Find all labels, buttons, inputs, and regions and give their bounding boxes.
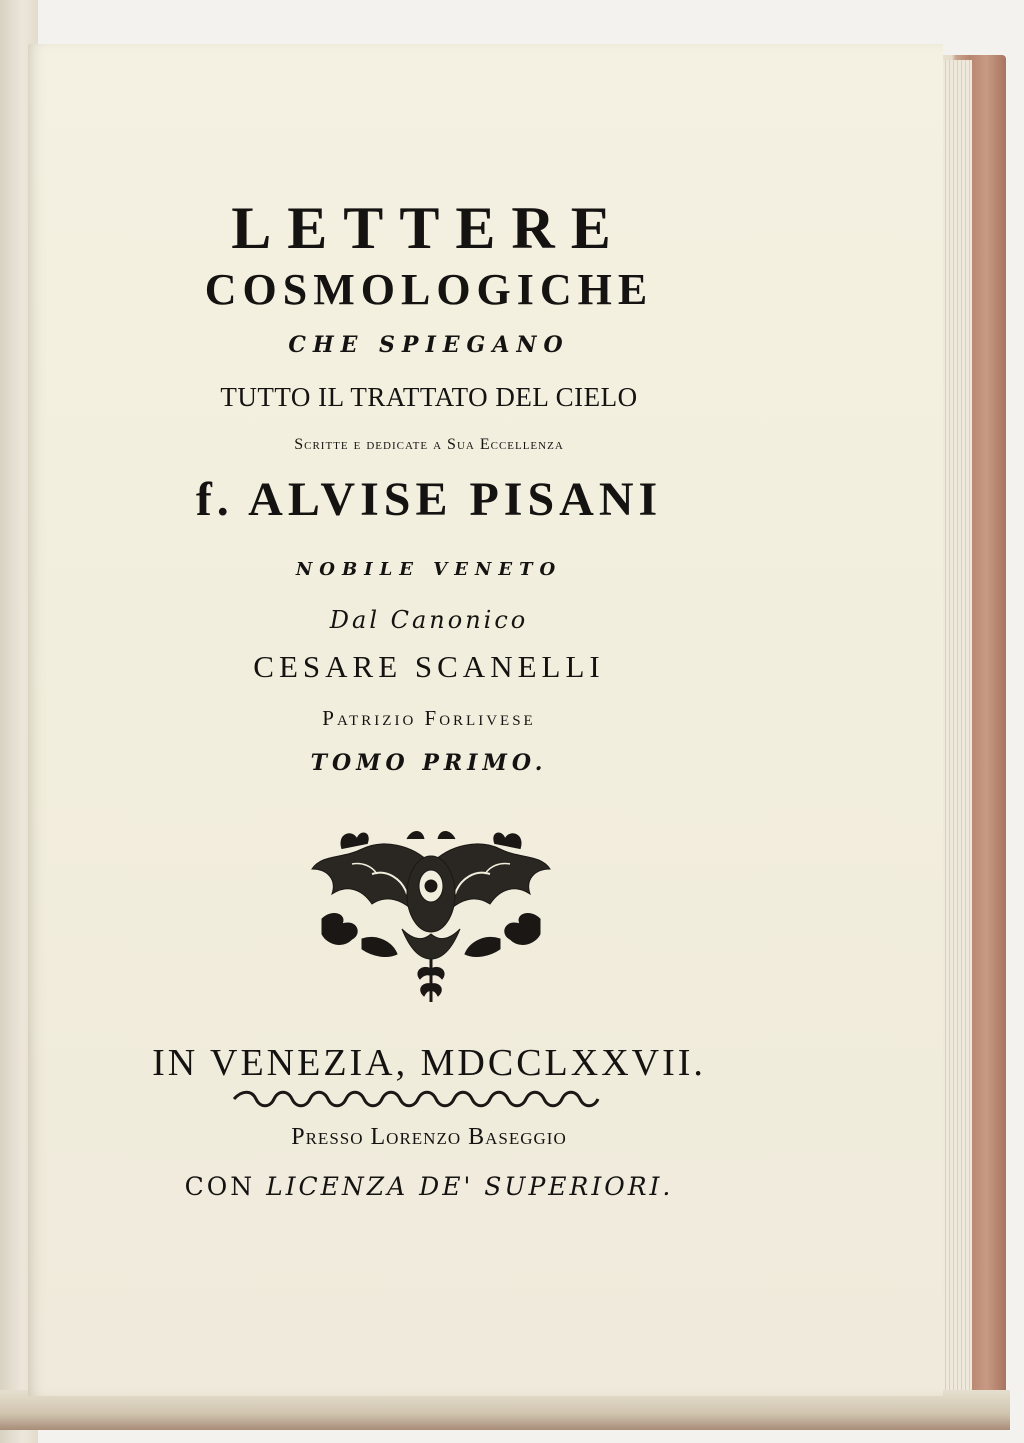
subtitle-che-spiegano: CHE SPIEGANO [288,332,570,358]
author-title: Patrizio Forlivese [322,706,536,730]
author-name: CESARE SCANELLI [253,649,605,684]
ornamental-rule-icon [230,1088,602,1110]
imprint-place-year: IN VENEZIA, MDCCLXXVII. [152,1042,706,1084]
dedication-line: Scritte e dedicate a Sua Eccellenza [294,436,564,453]
bottom-page-edge [0,1390,1010,1430]
license-line [28,1172,830,1201]
dedicatee-title: NOBILE VENETO [295,559,563,580]
license-con: CON [184,1172,256,1201]
license-rest: LICENZA DE' SUPERIORI. [266,1172,674,1201]
subtitle-trattato: TUTTO IL TRATTATO DEL CIELO [220,382,638,412]
title-line-lettere: LETTERE [231,195,627,261]
dedicatee-name: f. ALVISE PISANI [195,473,663,526]
floral-vignette-icon [302,824,560,1004]
author-prefix: Dal Canonico [329,606,529,634]
title-page [28,44,943,1396]
volume-label: TOMO PRIMO. [310,750,548,776]
printer-line: Presso Lorenzo Baseggio [291,1124,567,1150]
title-line-cosmologiche: COSMOLOGICHE [204,265,654,314]
